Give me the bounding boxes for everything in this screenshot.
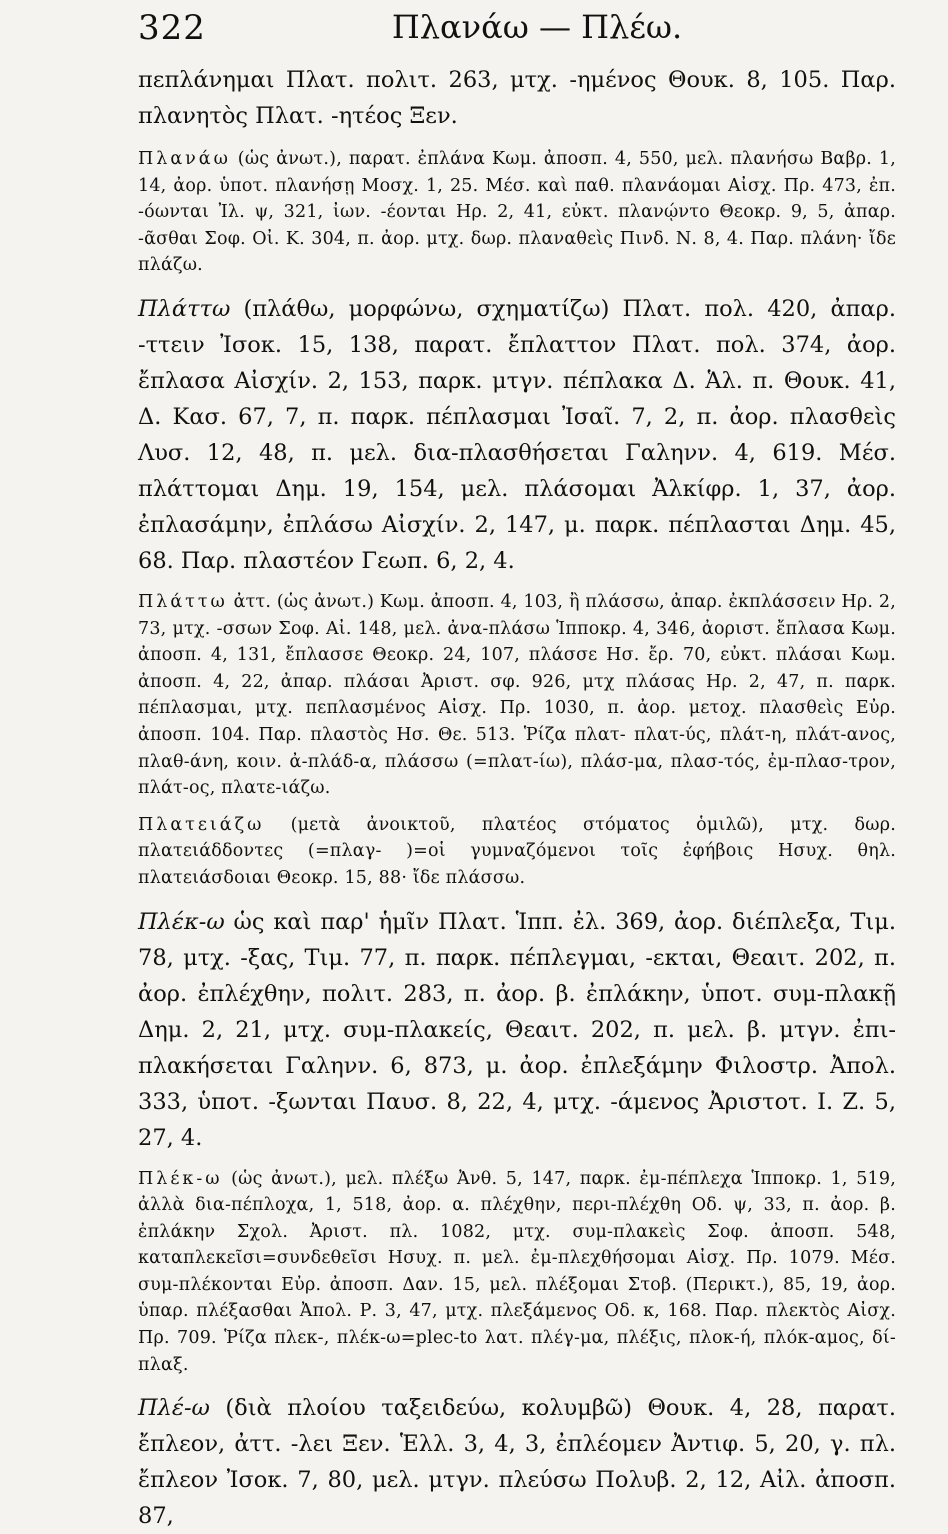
entry-plateiazo [138, 812, 896, 892]
entry-text: ἀττ. (ὡς ἀνωτ.) Κωμ. ἀποσπ. 4, 103, ἢ πλάσσω, ἀπαρ. ἐκπλάσσειν Ηρ. 2, 73, μτχ. -σσων Σοφ. Αἰ. 148, μελ. ἀνα-πλάσω Ἱπποκρ. 4, 346, ἀοριστ. ἔπλασα Κωμ. ἀποσπ. 4, 131, ἔπλασσε Θεοκρ. 24, 107, πλάσσε Ησ. ἔρ. 70, εὐκτ. πλάσαι Κωμ. ἀποσπ. 4, 22, ἀπαρ. πλάσαι Ἀριστ. σφ. 926, μτχ πλάσας Ηρ. 2, 47, π. παρκ. πέπλασμαι, μτχ. πεπλασμένος Αἰσχ. Πρ. 1030, π. ἀορ. μετοχ. πλασθεὶς Εὐρ. ἀποσπ. 104. Παρ. πλαστὸς Ησ. Θε. 513. Ῥίζα πλατ- πλατ-ύς, πλάτ-η, πλάτ-ανος, πλαθ-άνη, κοιν. ἀ-πλάδ-α, πλάσσω (=πλατ-ίω), πλάσ-μα, πλασ-τός, ἐμ-πλασ-τρον, πλάτ-ος, πλατε-ιάζω. [138, 591, 896, 799]
entry-pleko-small [138, 1166, 896, 1379]
entry-platto-att [138, 589, 896, 802]
page-body [138, 62, 896, 1534]
entry-platto [138, 291, 896, 579]
running-title: Πλανάω — Πλέω. [391, 8, 683, 46]
entry-text: (διὰ πλοίου ταξειδεύω, κολυμβῶ) Θουκ. 4, 28, παρατ. ἔπλεον, ἀττ. -λει Ξεν. Ἑλλ. 3, 4, 3, ἐπλέομεν Ἀντιφ. 5, 20, γ. πλ. ἔπλεον Ἰσοκ. 7, 80, μελ. μτγν. πλεύσω Πολυβ. 2, 12, Αἰλ. ἀποσπ. 87, [138, 1395, 896, 1530]
entry-text: (μετὰ ἀνοικτοῦ, πλατέος στόματος ὁμιλῶ), μτχ. δωρ. πλατειάδδοντες (=πλαγ- )=οἱ γυμναζόμενοι τοῖς ἐφήβοις Ησυχ. θηλ. πλατειάσδοιαι Θεοκρ. 15, 88· ἴδε πλάσσω. [138, 814, 896, 888]
entry-continuation [138, 62, 896, 134]
entry-pleko [138, 904, 896, 1156]
entry-text: (ὡς ἀνωτ.), παρατ. ἐπλάνα Κωμ. ἀποσπ. 4, 550, μελ. πλανήσω Βαβρ. 1, 14, ἀορ. ὑποτ. πλανήσῃ Μοσχ. 1, 25. Μέσ. καὶ παθ. πλανάομαι Αἰσχ. Πρ. 473, ἐπ. -όωνται Ἰλ. ψ, 321, ἰων. -έονται Ηρ. 2, 41, εὐκτ. πλανῴντο Θεοκρ. 9, 5, ἀπαρ. -ᾶσθαι Σοφ. Οἰ. Κ. 304, π. ἀορ. μτχ. δωρ. πλαναθεὶς Πινδ. Ν. 8, 4. Παρ. πλάνη· ἴδε πλάζω. [138, 149, 896, 276]
entry-text: πεπλάνημαι Πλατ. πολιτ. 263, μτχ. -ημένος Θουκ. 8, 105. Παρ. πλανητὸς Πλατ. -ητέος Ξεν. [138, 67, 896, 129]
entry-text: (πλάθω, μορφώνω, σχηματίζω) Πλατ. πολ. 420, ἀπαρ. -ττειν Ἰσοκ. 15, 138, παρατ. ἔπλαττον Πλατ. πολ. 374, ἀορ. ἔπλασα Αἰσχίν. 2, 153, παρκ. μτγν. πέπλακα Δ. Ἁλ. π. Θουκ. 41, Δ. Κασ. 67, 7, π. παρκ. πέπλασμαι Ἰσαῖ. 7, 2, π. ἀορ. πλασθεὶς Λυσ. 12, 48, π. μελ. δια-πλασθήσεται Γαληνν. 4, 619. Μέσ. πλάττομαι Δημ. 19, 154, μελ. πλάσομαι Ἀλκίφρ. 1, 37, ἀορ. ἐπλασάμην, ἐπλάσω Αἰσχίν. 2, 147, μ. παρκ. πέπλασται Δημ. 45, 68. Παρ. πλαστέον Γεωπ. 6, 2, 4. [138, 295, 896, 574]
entry-pleo [138, 1390, 896, 1534]
entry-headword: Πλέκ-ω [138, 1168, 223, 1189]
entry-headword: Πλανάω [138, 149, 231, 169]
entry-headword: Πλάττω [138, 591, 228, 612]
page-number: 322 [138, 8, 206, 48]
page-header [138, 8, 896, 52]
entry-text: ὡς καὶ παρ' ἡμῖν Πλατ. Ἱππ. ἐλ. 369, ἀορ. διέπλεξα, Τιμ. 78, μτχ. -ξας, Τιμ. 77, π. παρκ. πέπλεγμαι, -εκται, Θεαιτ. 202, π. ἀορ. ἐπλέχθην, πολιτ. 283, π. ἀορ. β. ἐπλάκην, ὑποτ. συμ-πλακῇ Δημ. 2, 21, μτχ. συμ-πλακείς, Θεαιτ. 202, π. μελ. β. μτγν. ἐπι-πλακήσεται Γαληνν. 6, 873, μ. ἀορ. ἐπλεξάμην Φιλοστρ. Ἀπολ. 333, ὑποτ. -ξωνται Παυσ. 8, 22, 4, μτχ. -άμενος Ἀριστοτ. Ι. Ζ. 5, 27, 4. [138, 908, 896, 1151]
entry-headword: Πλατειάζω [138, 814, 265, 835]
entry-text: (ὡς ἀνωτ.), μελ. πλέξω Ἀνθ. 5, 147, παρκ. ἐμ-πέπλεχα Ἱπποκρ. 1, 519, ἀλλὰ δια-πέπλοχα, 1, 518, ἀορ. α. πλέχθην, περι-πλέχθη Οδ. ψ, 33, π. ἀορ. β. ἐπλάκην Σχολ. Ἀριστ. πλ. 1082, μτχ. συμ-πλακεὶς Σοφ. ἀποσπ. 548, καταπλεκεῖσι=συνδεθεῖσι Ησυχ. π. μελ. ἐμ-πλεχθήσομαι Αἰσχ. Πρ. 1079. Μέσ. συμ-πλέκονται Εὐρ. ἀποσπ. Δαν. 15, μελ. πλέξομαι Στοβ. (Περικτ.), 85, 19, ἀορ. ὑπαρ. πλέξασθαι Ἀπολ. Ρ. 3, 47, μτχ. πλεξάμενος Οδ. κ, 168. Παρ. πλεκτὸς Αἰσχ. Πρ. 709. Ῥίζα πλεκ-, πλέκ-ω=plec-to λατ. πλέγ-μα, πλέξις, πλοκ-ή, πλόκ-αμος, δί-πλαξ. [138, 1168, 896, 1375]
entry-headword: Πλέ-ω [138, 1395, 210, 1422]
entry-headword: Πλέκ-ω [138, 908, 225, 935]
entry-planao [138, 146, 896, 279]
entry-headword: Πλάττω [138, 295, 231, 322]
